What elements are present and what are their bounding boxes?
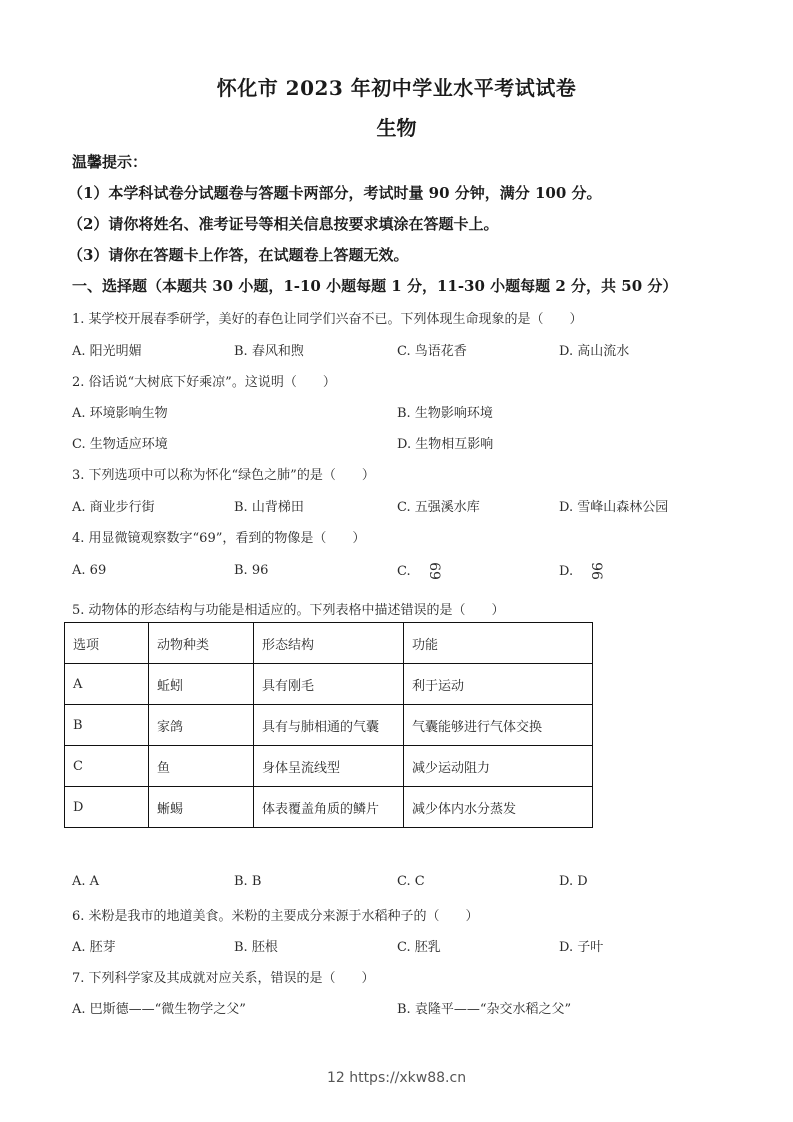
option-label: B. [234, 563, 248, 578]
question-3-stem: 3. 下列选项中可以称为怀化“绿色之肺”的是（ ） [72, 468, 375, 483]
table-cell: 家鸽 [149, 705, 254, 746]
question-4-stem: 4. 用显微镜观察数字“69”，看到的物像是（ ） [72, 531, 366, 546]
option-label: D. [559, 564, 574, 579]
question-4-option-c [397, 563, 443, 579]
table-row [65, 746, 593, 787]
question-2-stem: 2. 俗话说“大树底下好乘凉”。这说明（ ） [72, 375, 336, 390]
question-5-stem: 5. 动物体的形态结构与功能是相适应的。下列表格中描述错误的是（ ） [72, 603, 505, 618]
table-cell: 体表覆盖角质的鳞片 [254, 787, 404, 828]
question-3-option-c: C. 五强溪水库 [397, 500, 480, 515]
table-cell: 身体呈流线型 [254, 746, 404, 787]
question-2-option-a: A. 环境影响生物 [72, 406, 168, 421]
table-row [65, 705, 593, 746]
question-7-option-b: B. 袁隆平——“杂交水稻之父” [397, 1002, 572, 1017]
option-value: 69 [89, 563, 107, 578]
table-cell: 利于运动 [404, 664, 593, 705]
option-label: A. [72, 563, 86, 578]
question-6-option-b: B. 胚根 [234, 940, 278, 955]
table-header-row [65, 623, 593, 664]
table-cell: 具有与肺相通的气囊 [254, 705, 404, 746]
table-cell: B [65, 705, 149, 746]
table-cell: 鱼 [149, 746, 254, 787]
exam-title: 怀化市 2023 年初中学业水平考试试卷 [216, 76, 577, 100]
rotated-number-image: 69 [425, 562, 442, 580]
question-1-option-c: C. 鸟语花香 [397, 344, 467, 359]
table-header-cell: 选项 [65, 623, 149, 664]
question-6-option-d: D. 子叶 [559, 940, 604, 955]
section-heading: 一、选择题（本题共 30 小题，1-10 小题每题 1 分，11-30 小题每题 2 分，共 50 分） [72, 277, 678, 295]
notice-item-2: （2）请你将姓名、准考证号等相关信息按要求填涂在答题卡上。 [68, 215, 499, 233]
option-value: 96 [251, 563, 269, 578]
exam-subject: 生物 [376, 116, 417, 140]
table-row [65, 787, 593, 828]
question-7-stem: 7. 下列科学家及其成就对应关系，错误的是（ ） [72, 971, 375, 986]
table-cell: 减少运动阻力 [404, 746, 593, 787]
rotated-number-image: 96 [588, 562, 605, 580]
question-3-option-b: B. 山背梯田 [234, 500, 304, 515]
table-header-cell: 功能 [404, 623, 593, 664]
option-label: C. [397, 564, 411, 579]
question-1-option-a: A. 阳光明媚 [72, 344, 142, 359]
question-2-option-b: B. 生物影响环境 [397, 406, 493, 421]
question-7-option-a: A. 巴斯德——“微生物学之父” [72, 1002, 246, 1017]
table-cell: 具有刚毛 [254, 664, 404, 705]
question-5-option-d: D. D [559, 874, 588, 889]
table-cell: 气囊能够进行气体交换 [404, 705, 593, 746]
question-5-table [64, 622, 593, 828]
question-1-stem: 1. 某学校开展春季研学，美好的春色让同学们兴奋不已。下列体现生命现象的是（ ） [72, 312, 583, 327]
question-4-option-b [234, 563, 268, 578]
question-5-option-a: A. A [72, 874, 100, 889]
question-5-option-c: C. C [397, 874, 425, 889]
table-cell: 减少体内水分蒸发 [404, 787, 593, 828]
notice-item-3: （3）请你在答题卡上作答，在试题卷上答题无效。 [68, 246, 409, 264]
table-cell: 蚯蚓 [149, 664, 254, 705]
table-cell: 蜥蜴 [149, 787, 254, 828]
question-2-option-d: D. 生物相互影响 [397, 437, 494, 452]
page-footer: 12 https://xkw88.cn [326, 1070, 467, 1086]
table-cell: A [65, 664, 149, 705]
question-5-option-b: B. B [234, 874, 262, 889]
question-3-option-d: D. 雪峰山森林公园 [559, 500, 669, 515]
notice-item-1: （1）本学科试卷分试题卷与答题卡两部分，考试时量 90 分钟，满分 100 分。 [68, 184, 602, 202]
table-cell: D [65, 787, 149, 828]
question-1-option-d: D. 高山流水 [559, 344, 630, 359]
notice-heading: 温馨提示： [72, 153, 148, 171]
table-header-cell: 动物种类 [149, 623, 254, 664]
table-cell: C [65, 746, 149, 787]
question-6-option-a: A. 胚芽 [72, 940, 116, 955]
question-1-option-b: B. 春风和煦 [234, 344, 304, 359]
table-row [65, 664, 593, 705]
question-4-option-d [559, 563, 605, 579]
question-6-stem: 6. 米粉是我市的地道美食。米粉的主要成分来源于水稻种子的（ ） [72, 909, 479, 924]
question-6-option-c: C. 胚乳 [397, 940, 441, 955]
table-header-cell: 形态结构 [254, 623, 404, 664]
question-3-option-a: A. 商业步行街 [72, 500, 155, 515]
question-2-option-c: C. 生物适应环境 [72, 437, 168, 452]
question-4-option-a [72, 563, 106, 578]
